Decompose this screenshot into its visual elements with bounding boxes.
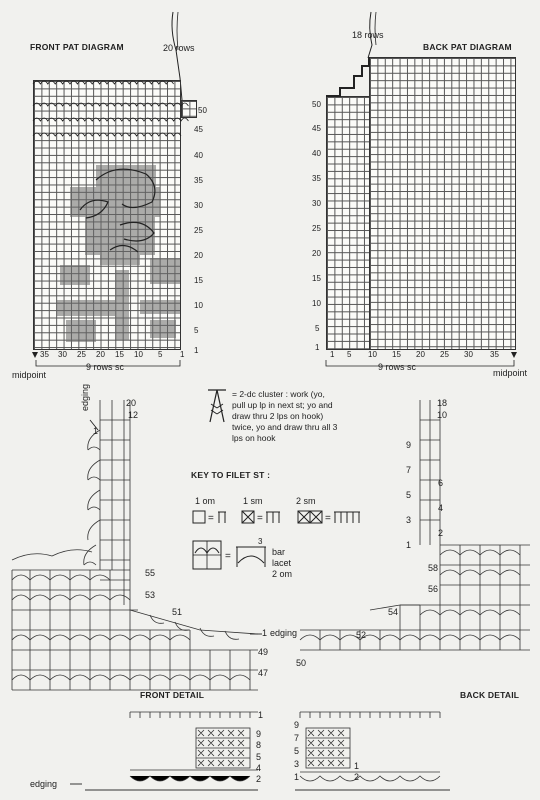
front-detail-label: 55 [145,568,156,578]
key-lacet-label: lacet [272,558,292,568]
back-col-number: 5 [347,350,352,359]
back-col-number: 1 [330,350,335,359]
front-diagram-title: FRONT PAT DIAGRAM [30,42,124,52]
front-detail-edging-top: edging [80,383,90,411]
back-detail-left-label: 1 [406,540,412,550]
back-detail-left-label: 3 [406,515,412,525]
back-detail-bottom-right: 1 [354,761,360,771]
back-detail-left-label: 5 [406,490,412,500]
back-detail-right-label: 6 [438,478,444,488]
back-detail-mid-label: 54 [388,607,399,617]
front-row-number: 45 [194,125,203,134]
front-detail-bottom-label: 4 [256,763,262,773]
back-row-number: 1 [315,343,320,352]
back-detail-right-label: 2 [438,528,444,538]
back-detail-bottom-left: 3 [294,759,300,769]
back-row-number: 25 [312,224,321,233]
back-midpoint-label: midpoint [493,368,528,378]
front-detail-edging-side: edging [270,628,298,638]
key-bar-label: bar [272,547,286,557]
cluster-note-line: pull up lp in next st; yo and [232,400,333,410]
back-col-number: 25 [440,350,449,359]
back-row-number: 35 [312,174,321,183]
key-three-label: 3 [258,537,263,546]
key-sm2-label: 2 sm [296,496,316,506]
front-row-number: 35 [194,176,203,185]
back-detail-mid-label: 56 [428,584,439,594]
svg-text:=: = [208,513,214,524]
front-detail-bottom-label: 9 [256,729,262,739]
front-col-number: 5 [158,350,163,359]
back-detail-left-label: 7 [406,465,412,475]
back-top-rows-note: 18 rows [352,30,384,40]
back-detail-top-b: 10 [437,410,448,420]
back-col-number: 10 [368,350,377,359]
svg-text:=: = [257,513,263,524]
back-col-number: 15 [392,350,401,359]
front-detail-top-b: 12 [128,410,139,420]
front-top-rows-note: 20 rows [163,43,195,53]
front-detail-one-b: 1 [262,628,268,638]
back-col-number: 35 [490,350,499,359]
back-col-number: 30 [464,350,473,359]
front-row-number: 1 [194,346,199,355]
back-row-number: 40 [312,149,321,158]
front-col-number: 20 [96,350,105,359]
back-detail-title: BACK DETAIL [460,690,520,700]
cluster-note-line: twice, yo and draw thru all 3 [232,422,338,432]
front-detail-top-a: 20 [126,398,137,408]
front-col-number: 10 [134,350,143,359]
back-detail-top-a: 18 [437,398,448,408]
front-detail-title: FRONT DETAIL [140,690,205,700]
back-row-number: 20 [312,249,321,258]
front-row-number: 40 [194,151,203,160]
key-2om-label: 2 om [272,569,293,579]
key-sm1-label: 1 sm [243,496,263,506]
back-row-number: 15 [312,274,321,283]
front-detail-bottom-label: 1 [258,710,264,720]
back-col-number: 20 [416,350,425,359]
key-title: KEY TO FILET ST : [191,470,271,480]
front-detail-bottom-label: 8 [256,740,262,750]
back-detail-mid-label: 58 [428,563,439,573]
back-detail-left-label: 9 [406,440,412,450]
back-detail-mid-label: 50 [296,658,307,668]
front-col-number: 1 [180,350,185,359]
back-detail-mid-label: 52 [356,630,367,640]
front-row-number: 25 [194,226,203,235]
front-row-number: 5 [194,326,199,335]
back-row-number: 5 [315,324,320,333]
front-detail-bottom-label: 5 [256,752,262,762]
front-row-number: 30 [194,201,203,210]
front-row-number: 20 [194,251,203,260]
back-row-number: 30 [312,199,321,208]
back-detail-bottom-right: 2 [354,772,360,782]
front-row-number: 15 [194,276,203,285]
svg-text:=: = [325,513,331,524]
back-row-number: 10 [312,299,321,308]
front-detail-label: 47 [258,668,269,678]
back-detail-right-label: 4 [438,503,444,513]
front-detail-bottom-label: 2 [256,774,262,784]
back-detail-bottom-left: 9 [294,720,300,730]
cluster-note-line: draw thru 2 lps on hook) [232,411,324,421]
key-om-label: 1 om [195,496,216,506]
front-col-number: 25 [77,350,86,359]
svg-text:=: = [225,551,231,562]
back-detail-bottom-left: 5 [294,746,300,756]
front-detail-label: 49 [258,647,269,657]
front-col-number: 30 [58,350,67,359]
cluster-note-line: = 2-dc cluster : work (yo, [232,389,325,399]
front-row-number: 50 [198,106,207,115]
front-midpoint-label: midpoint [12,370,47,380]
front-row-number: 10 [194,301,203,310]
back-row-number: 45 [312,124,321,133]
front-detail-edging-bottom: edging [30,779,58,789]
front-col-number: 15 [115,350,124,359]
front-detail-label: 51 [172,607,183,617]
back-detail-bottom-left: 7 [294,733,300,743]
back-diagram-title: BACK PAT DIAGRAM [423,42,512,52]
back-bottom-note: 9 rows sc [378,362,417,372]
front-detail-one-a: 1 [93,426,99,436]
back-detail-bottom-left: 1 [294,772,300,782]
cluster-note-line: lps on hook [232,433,276,443]
front-detail-label: 53 [145,590,156,600]
front-col-number: 35 [40,350,49,359]
front-bottom-note: 9 rows sc [86,362,125,372]
back-row-number: 50 [312,100,321,109]
